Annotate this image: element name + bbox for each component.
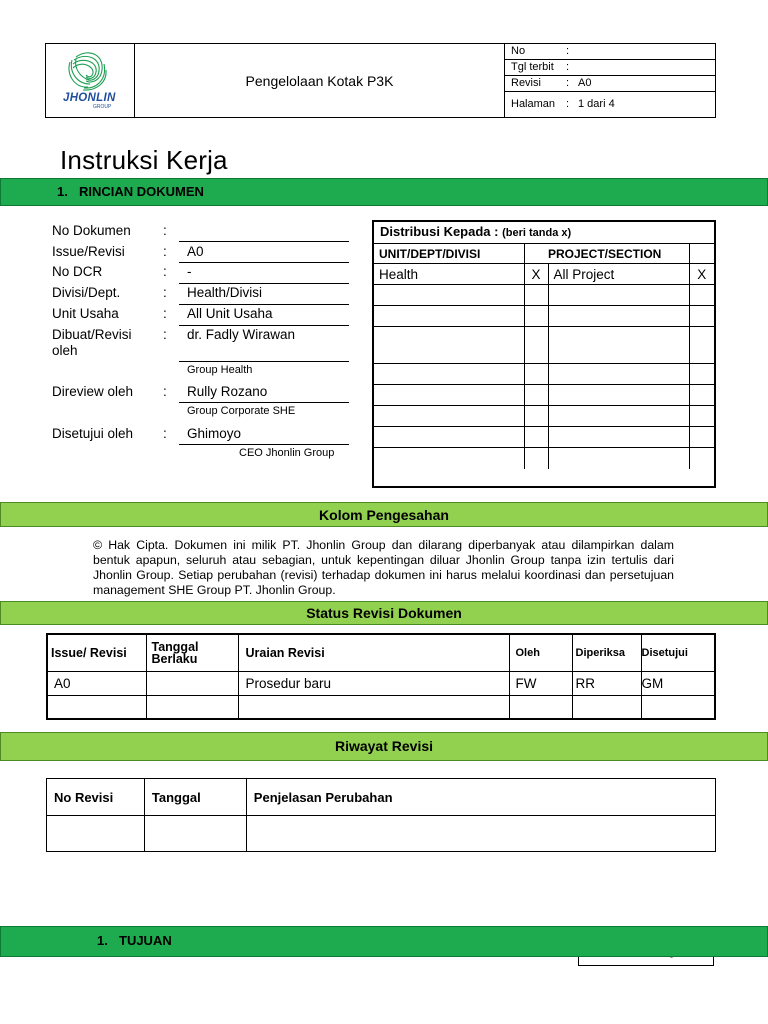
meta-tgl-terbit: Tgl terbit :	[505, 60, 715, 76]
col-tanggal-header: Tanggal Berlaku	[146, 635, 238, 671]
table-row	[374, 306, 714, 327]
table-row	[374, 406, 714, 427]
divisi-value: Health/Divisi	[187, 285, 263, 300]
disetujui-cell: GM	[641, 671, 714, 695]
table-row	[374, 385, 714, 406]
page-title: Instruksi Kerja	[60, 145, 228, 175]
divider	[179, 262, 349, 263]
issue-revisi-label: Issue/Revisi	[52, 244, 125, 259]
divider	[179, 361, 349, 362]
project-mark-cell: X	[689, 264, 714, 285]
disetujui-value: Ghimoyo	[187, 426, 242, 441]
section-bar-status-revisi: Status Revisi Dokumen	[0, 601, 768, 625]
unit-usaha-label: Unit Usaha	[52, 306, 119, 321]
table-row	[374, 427, 714, 448]
dibuat-value: dr. Fadly Wirawan	[187, 327, 296, 342]
document-header	[45, 43, 716, 118]
divider	[179, 283, 349, 284]
issue-revisi-value: A0	[187, 244, 204, 259]
meta-revisi: Revisi : A0	[505, 76, 715, 92]
dibuat-role: Group Health	[187, 364, 253, 376]
revision-header-row	[48, 635, 714, 671]
col-project-header: PROJECT/SECTION	[548, 244, 689, 264]
document-title-header: Pengelolaan Kotak P3K	[135, 44, 505, 117]
document-meta	[505, 44, 715, 117]
col-no-revisi-header: No Revisi	[47, 779, 145, 816]
logo-wordmark: JHONLIN	[63, 92, 116, 104]
col-penjelasan-header: Penjelasan Perubahan	[246, 779, 715, 816]
divisi-label: Divisi/Dept.	[52, 285, 121, 300]
section-bar-riwayat: Riwayat Revisi	[0, 732, 768, 761]
logo-subtext: GROUP	[93, 104, 112, 110]
tanggal-cell	[146, 671, 238, 695]
direview-value: Rully Rozano	[187, 384, 268, 399]
divider	[179, 402, 349, 403]
col-oleh-header: Oleh	[509, 635, 572, 671]
no-dcr-label: No DCR	[52, 264, 103, 279]
table-row	[47, 816, 716, 852]
table-row	[48, 671, 714, 695]
copyright-notice: © Hak Cipta. Dokumen ini milik PT. Jhonlin Group dan dilarang diperbanyak atau dilampirkan dalam bentuk apapun, seluruh atau sebagian, untuk kepentingan diluar Jhonlin Group tanpa izin tertulis dari Jhonlin Group. Setiap perubahan (revisi) terhadap dokumen ini harus melalui koordinasi dan persetujuan management SHE Group PT. Jhonlin Group.	[93, 538, 674, 597]
project-cell: All Project	[548, 264, 689, 285]
unit-cell: Health	[374, 264, 524, 285]
col-issue-header: Issue/ Revisi	[48, 635, 146, 671]
table-row	[374, 285, 714, 306]
no-dokumen-label: No Dokumen	[52, 223, 131, 238]
direview-role: Group Corporate SHE	[187, 405, 296, 417]
revision-status-table	[46, 633, 716, 720]
section-bar-rincian: 1. RINCIAN DOKUMEN	[0, 178, 768, 206]
meta-halaman: Halaman : 1 dari 4	[511, 98, 615, 110]
table-row	[374, 364, 714, 385]
company-logo	[46, 44, 135, 117]
table-row	[374, 448, 714, 469]
disetujui-label: Disetujui oleh	[52, 426, 134, 441]
section-bar-pengesahan: Kolom Pengesahan	[0, 502, 768, 527]
swirl-logo-icon	[46, 44, 135, 117]
distribution-caption: Distribusi Kepada : (beri tanda x)	[380, 224, 572, 239]
distribution-table	[372, 220, 716, 488]
section-bar-tujuan: 1. TUJUAN	[0, 926, 768, 957]
col-diperiksa-header: Diperiksa	[572, 635, 641, 671]
col-tanggal-header: Tanggal	[144, 779, 246, 816]
issue-cell: A0	[48, 671, 146, 695]
unit-usaha-value: All Unit Usaha	[187, 306, 273, 321]
distribution-header-row	[374, 244, 714, 264]
divider	[179, 241, 349, 242]
diperiksa-cell: RR	[572, 671, 641, 695]
unit-mark-cell: X	[524, 264, 548, 285]
col-disetujui-header: Disetujui	[641, 635, 714, 671]
divider	[179, 325, 349, 326]
revision-history-table	[46, 778, 716, 852]
disetujui-role: CEO Jhonlin Group	[239, 447, 335, 459]
history-header-row	[47, 779, 716, 816]
divider	[179, 444, 349, 445]
table-row	[374, 327, 714, 364]
uraian-cell: Prosedur baru	[238, 671, 509, 695]
dibuat-label-2: oleh	[52, 343, 78, 358]
no-dcr-value: -	[187, 264, 192, 279]
table-row	[48, 695, 714, 718]
meta-no: No :	[505, 44, 715, 60]
divider	[179, 304, 349, 305]
direview-label: Direview oleh	[52, 384, 134, 399]
col-unit-header: UNIT/DEPT/DIVISI	[374, 244, 524, 264]
col-uraian-header: Uraian Revisi	[238, 635, 509, 671]
table-row	[374, 264, 714, 285]
dibuat-label: Dibuat/Revisi	[52, 327, 132, 342]
oleh-cell: FW	[509, 671, 572, 695]
